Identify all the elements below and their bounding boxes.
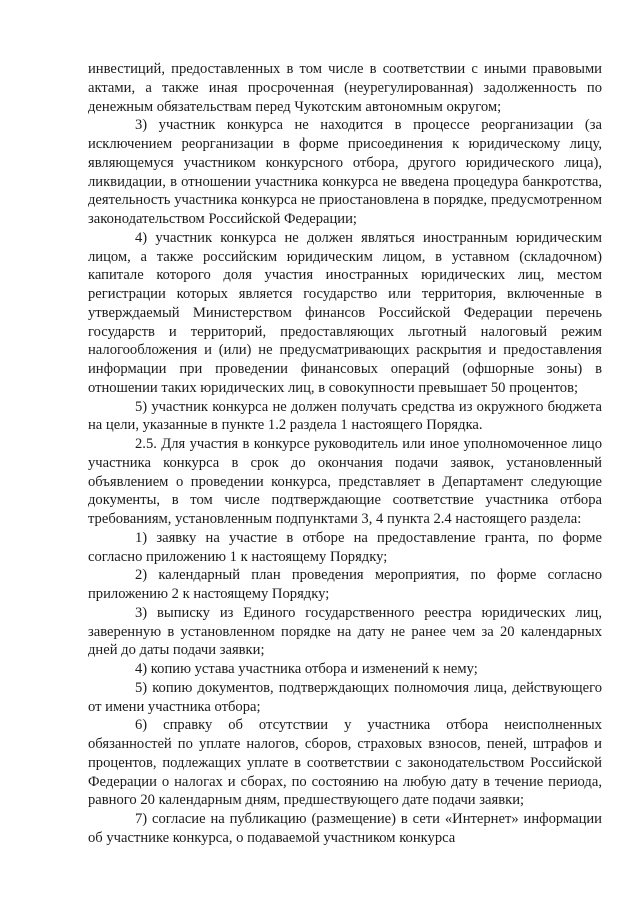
paragraph-clause-2-5: 2.5. Для участия в конкурсе руководитель или иное уполномоченное лицо участника конкурса в срок до окончания подачи заявок, установленный объявлением о проведении конкурса, представляет в Департамент следующие документы, в том числе подтверждающие соответствие участника отбора требованиям, установленным подпунктами 3, 4 пункта 2.4 настоящего раздела: [88, 436, 602, 527]
paragraph-doc-4-charter-copy: 4) копию устава участника отбора и изменений к нему; [135, 661, 478, 677]
paragraph-doc-3-registry-extract: 3) выписку из Единого государственного реестра юридических лиц, заверенную в установленном порядке на дату не ранее чем за 20 календарных дней до даты подачи заявки; [88, 604, 602, 659]
paragraph-item-3-reorganization: 3) участник конкурса не находится в процессе реорганизации (за исключением реорганизации в форме присоединения к юридическому лицу, являющемуся участником конкурсного отбора, другого юридического лица), ликвидации, в отношении участника конкурса не введена процедура банкротства, деятельность участника конкурса не приостановлена в порядке, предусмотренном законодательством Российской Федерации; [88, 117, 602, 227]
paragraph-doc-7-publication-consent: 7) согласие на публикацию (размещение) в сети «Интернет» информации об участнике конкурса, о подаваемой участником конкурса [88, 811, 602, 846]
paragraph-doc-6-tax-certificate: 6) справку об отсутствии у участника отбора неисполненных обязанностей по уплате налогов, сборов, страховых взносов, пеней, штрафов и процентов, подлежащих уплате в соответствии с законодательством Российской Федерации о налогах и сборах, по состоянию на любую дату в течение периода, равного 20 календарным дням, предшествующего дате подачи заявки; [88, 717, 602, 809]
paragraph-doc-5-authority-docs: 5) копию документов, подтверждающих полномочия лица, действующего от имени участника отбора; [88, 679, 602, 715]
paragraph-item-4-foreign-entity: 4) участник конкурса не должен являться иностранным юридическим лицом, а также российским юридическим лицом, в уставном (складочном) капитале которого доля участия иностранных юридических лиц, местом регистрации которых является государство или территория, включенные в утверждаемый Министерством финансов Российской Федерации перечень государств и территорий, предоставляющих льготный налоговый режим налогообложения и (или) не предусматривающих раскрытия и предоставления информации при проведении финансовых операций (офшорные зоны) в отношении таких юридических лиц, в совокупности превышает 50 процентов; [88, 229, 602, 396]
document-body [88, 60, 602, 848]
paragraph-doc-1-application: 1) заявку на участие в отборе на предоставление гранта, по форме согласно приложению 1 к настоящему Порядку; [88, 529, 602, 565]
paragraph-doc-2-calendar-plan: 2) календарный план проведения мероприятия, по форме согласно приложению 2 к настоящему Порядку; [88, 567, 602, 602]
paragraph-item-5-budget-funds: 5) участник конкурса не должен получать средства из окружного бюджета на цели, указанные в пункте 1.2 раздела 1 настоящего Порядка. [88, 398, 602, 434]
paragraph-debt-continuation: инвестиций, предоставленных в том числе в соответствии с иными правовыми актами, а также иная просроченная (неурегулированная) задолженность по денежным обязательствам перед Чукотским автономным округом; [88, 61, 602, 115]
